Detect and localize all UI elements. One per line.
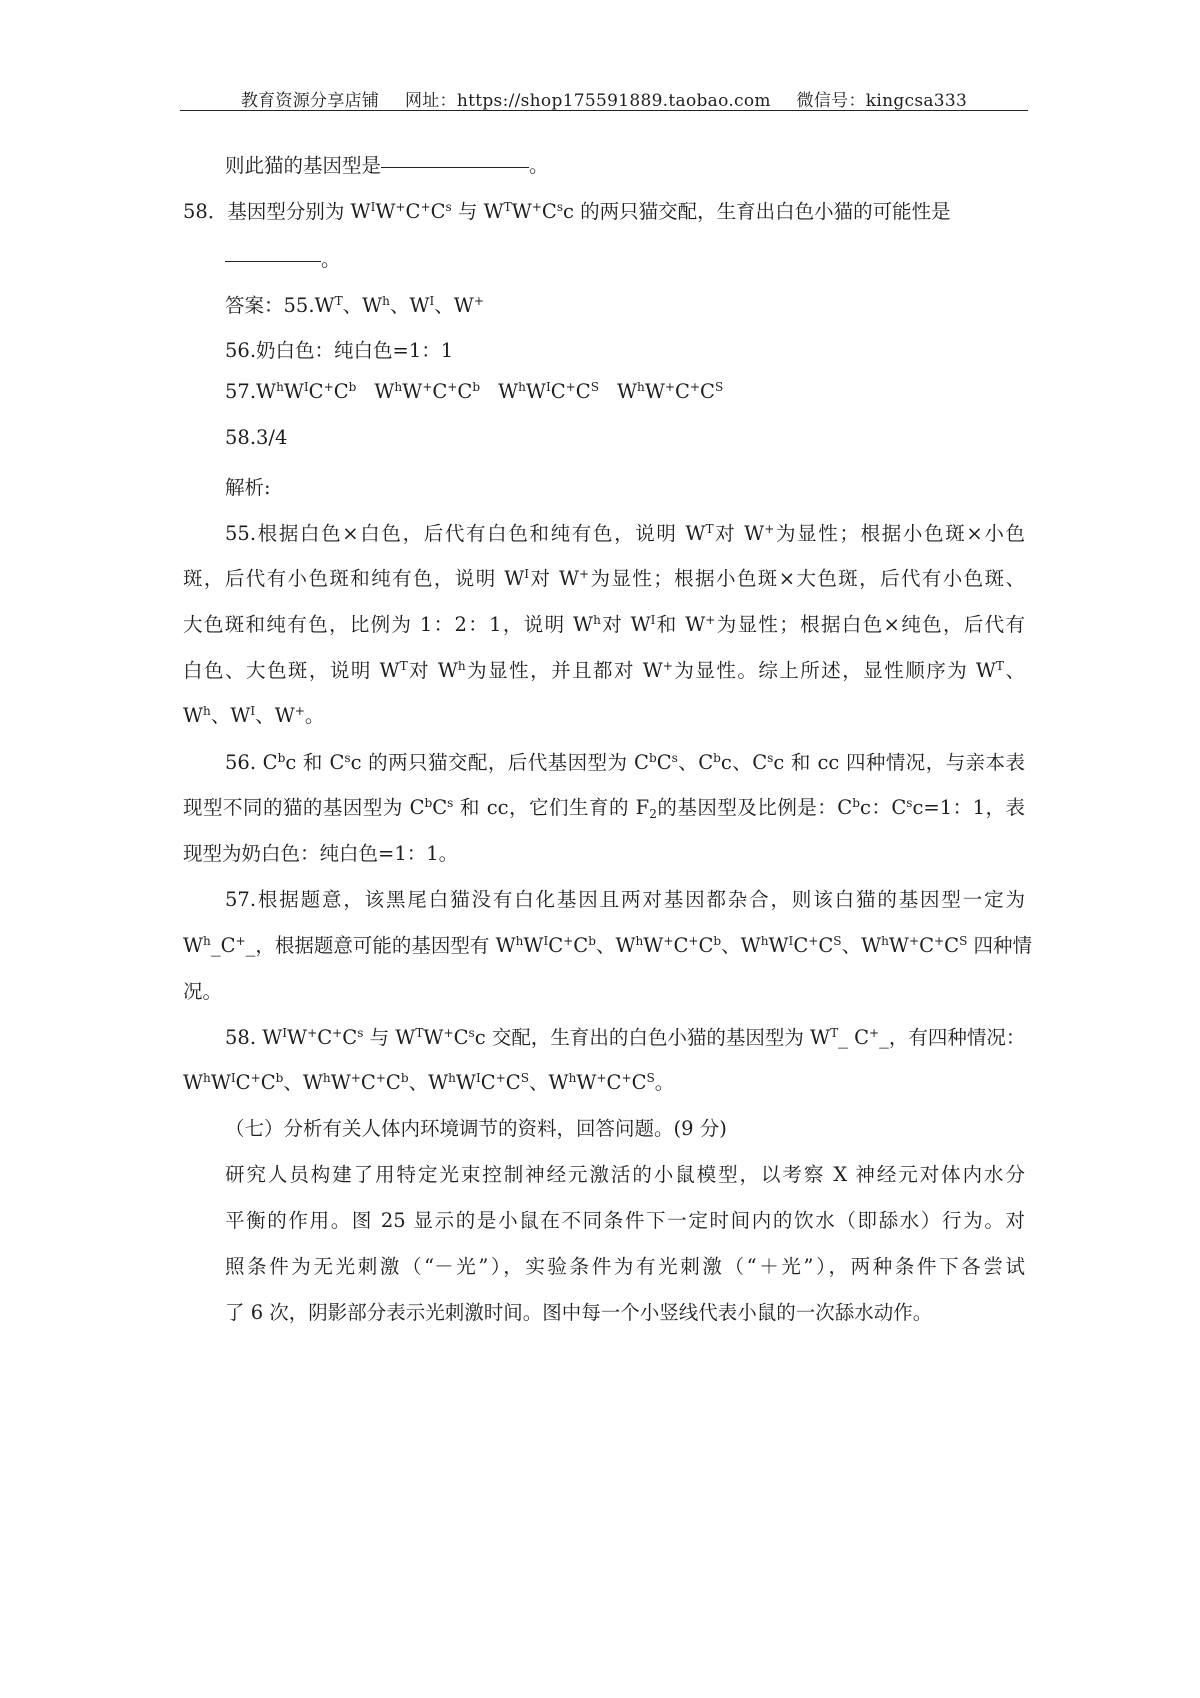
analysis-55-line-1: 55.根据白色×白色，后代有白色和纯有色，说明 $W^T$对 W+为显性；根据小色斑×小色 <box>225 521 1025 545</box>
genotype-2: $W^hW^+C^+C^b$ <box>374 379 481 403</box>
section-7-line-4: 了 6 次，阴影部分表示光刺激时间。图中每一个小竖线代表小鼠的一次舔水动作。 <box>225 1301 933 1324</box>
section-7-title: （七）分析有关人体内环境调节的资料，回答问题。(9 分) <box>225 1117 727 1140</box>
answer-blank <box>381 166 529 168</box>
analysis-57-line-2: $W^h\_C^+\_$，根据题意可能的基因型有 $W^hW^IC^+C^b$、$W^hW^+C^+C^b$、$W^hW^IC^+C^S$、$W^hW^+C^+C^S$ 四种情 <box>183 933 1033 957</box>
answer-55: 答案：$55.W^T$、$W^h$、$W^I$、W+ <box>225 293 484 317</box>
genotype-3: $W^hW^IC^+C^S$ <box>498 379 599 403</box>
analysis-55-line-2: 斑，后代有小色斑和纯有色，说明 $W^I$对 W+为显性；根据小色斑×大色斑，后代有小色斑、 <box>183 566 1025 590</box>
analysis-57-line-1: 57.根据题意，该黑尾白猫没有白化基因且两对基因都杂合，则该白猫的基因型一定为 <box>225 888 1025 911</box>
answer-56: 56.奶白色：纯白色=1：1 <box>225 339 454 362</box>
answer-blank <box>225 260 321 262</box>
analysis-56-line-2: 现型不同的猫的基因型为 $C^bC^s$ 和 cc，它们生育的 $F_2$的基因型及比例是：$C^bc$：$C^sc=1$：1，表 <box>183 795 1026 821</box>
q58-question-line: 58．基因型分别为 $W^IW^+C^+C^s$ 与 $W^TW^+C^sc$ 的两只猫交配，生育出白色小猫的可能性是 <box>183 199 951 223</box>
analysis-56-line-1: 56. $C^bc$ 和 $C^sc$ 的两只猫交配，后代基因型为 $C^bC^s$、$C^bc$、$C^sc$ 和 cc 四种情况，与亲本表 <box>225 750 1026 774</box>
analysis-55-line-5: $W^h$、$W^I$、W+。 <box>183 703 325 727</box>
header-shop-name: 教育资源分享店铺 <box>240 91 380 111</box>
answer-58: 58.3/4 <box>225 426 288 449</box>
analysis-label: 解析: <box>225 476 271 499</box>
answer-57: $57.W^hW^IC^+C^b$ $W^hW^+C^+C^b$ $W^hW^IC^+C^S$ $W^hW^+C^+C^S$ <box>225 379 724 403</box>
header-wechat: 微信号：kingcsa333 <box>796 91 968 111</box>
section-7-line-1: 研究人员构建了用特定光束控制神经元激活的小鼠模型，以考察 X 神经元对体内水分 <box>225 1163 1025 1186</box>
genotype-4: $W^hW^+C^+C^S$ <box>616 379 724 403</box>
section-7-line-3: 照条件为无光刺激（“－光”），实验条件为有光刺激（“＋光”），两种条件下各尝试 <box>225 1255 1025 1278</box>
page-header <box>180 86 1028 111</box>
analysis-55-line-3: 大色斑和纯有色，比例为 1：2：1，说明 $W^h$对 $W^I$和 W+为显性；根据白色×纯色，后代有 <box>183 612 1025 636</box>
analysis-58-line-2: $W^hW^IC^+C^b$、$W^hW^+C^+C^b$、$W^hW^IC^+C^S$、$W^hW^+C^+C^S$。 <box>183 1070 675 1094</box>
section-7-line-2: 平衡的作用。图 25 显示的是小鼠在不同条件下一定时间内的饮水（即舔水）行为。对 <box>225 1209 1025 1232</box>
header-website: 网址：https://shop175591889.taobao.com <box>404 91 771 111</box>
q58-blank-line: 。 <box>225 244 341 272</box>
analysis-58-line-1: 58. $W^IW^+C^+C^s$ 与 $W^TW^+C^sc$ 交配，生育出的白色小猫的基因型为 $W^T\_$ C+_，有四种情况： <box>225 1025 1026 1049</box>
analysis-56-line-3: 现型为奶白色：纯白色=1：1。 <box>183 842 459 865</box>
genotype-1: $W^hW^IC^+C^b$ <box>256 379 357 403</box>
analysis-55-line-4: 白色、大色斑，说明 $W^T$对 $W^h$为显性，并且都对 W+为显性。综上所述，显性顺序为 $W^T$、 <box>183 658 1025 682</box>
header-divider <box>180 110 1028 111</box>
analysis-57-line-3: 况。 <box>183 980 223 1003</box>
q57-tail-line: 则此猫的基因型是 。 <box>225 154 549 177</box>
